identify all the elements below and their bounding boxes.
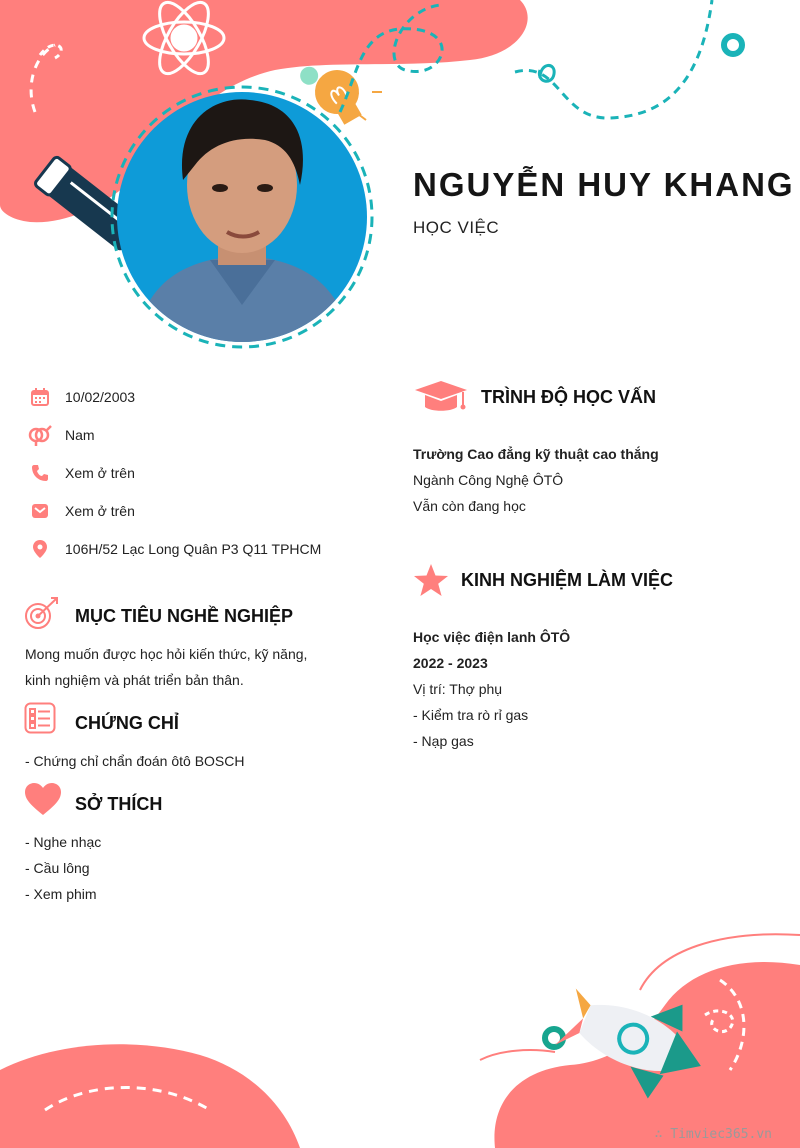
hobbies-title: SỞ THÍCH (75, 794, 163, 814)
contact-dob-text: 10/02/2003 (65, 389, 136, 405)
teal-dashed-curve-right (515, 0, 712, 118)
graduation-cap-icon (413, 380, 469, 414)
hobby-item: - Cầu lông (25, 860, 90, 876)
experience-task: - Nạp gas (413, 733, 474, 749)
contact-gender-text: Nam (65, 427, 95, 443)
teal-ring-bottom (545, 1029, 563, 1047)
candidate-role: HỌC VIỆC (413, 218, 500, 237)
phone-icon (28, 461, 52, 485)
contact-email-text: Xem ở trên (65, 503, 135, 519)
profile-photo (115, 90, 369, 344)
contact-address-text: 106H/52 Lạc Long Quân P3 Q11 TPHCM (65, 541, 322, 557)
education-major: Ngành Công Nghệ ÔTÔ (413, 472, 564, 488)
experience-body (413, 624, 773, 754)
hobbies-list (25, 829, 101, 907)
contact-phone-text: Xem ở trên (65, 465, 135, 481)
education-title: TRÌNH ĐỘ HỌC VẤN (481, 387, 656, 407)
decor-bottom (0, 920, 800, 1148)
teal-ring (724, 36, 742, 54)
experience-title: KINH NGHIỆM LÀM VIỆC (461, 570, 674, 590)
checklist-icon (24, 702, 56, 734)
contact-gender (28, 422, 388, 448)
objective-line: Mong muốn được học hỏi kiến thức, kỹ năng, (25, 646, 308, 662)
hobby-item: - Xem phim (25, 886, 97, 902)
hobby-item: - Nghe nhạc (25, 834, 102, 850)
experience-position: Vị trí: Thợ phụ (413, 681, 503, 697)
education-school: Trường Cao đẳng kỹ thuật cao thắng (413, 446, 659, 462)
objective-text (25, 641, 365, 693)
email-icon (28, 499, 52, 523)
contact-email (28, 498, 388, 524)
calendar-icon (28, 385, 52, 409)
contact-dob (28, 384, 388, 410)
experience-company: Học việc điện lanh ÔTÔ (413, 629, 571, 645)
certificate-item: - Chứng chỉ chẩn đoán ôtô BOSCH (25, 753, 245, 769)
watermark-text: Timviec365.vn (670, 1127, 772, 1142)
heart-icon (24, 782, 62, 816)
location-pin-icon (28, 537, 52, 561)
objective-title: MỤC TIÊU NGHỀ NGHIỆP (75, 606, 294, 626)
watermark-dots-icon: ∴ (654, 1127, 671, 1142)
target-icon (24, 596, 60, 630)
experience-period: 2022 - 2023 (413, 655, 488, 671)
watermark (655, 1127, 772, 1142)
experience-task: - Kiểm tra rò rỉ gas (413, 707, 529, 723)
certificates-title: CHỨNG CHỈ (75, 713, 179, 733)
education-body (413, 441, 773, 519)
coral-blob-bottom-left (0, 1044, 300, 1148)
star-icon (413, 563, 449, 597)
gender-icon (28, 423, 52, 447)
candidate-name: NGUYỄN HUY KHANG (413, 166, 795, 203)
contact-phone (28, 460, 388, 486)
objective-line: kinh nghiệm và phát triển bản thân. (25, 672, 244, 688)
education-status: Vẫn còn đang học (413, 498, 526, 514)
contact-address (28, 536, 388, 562)
